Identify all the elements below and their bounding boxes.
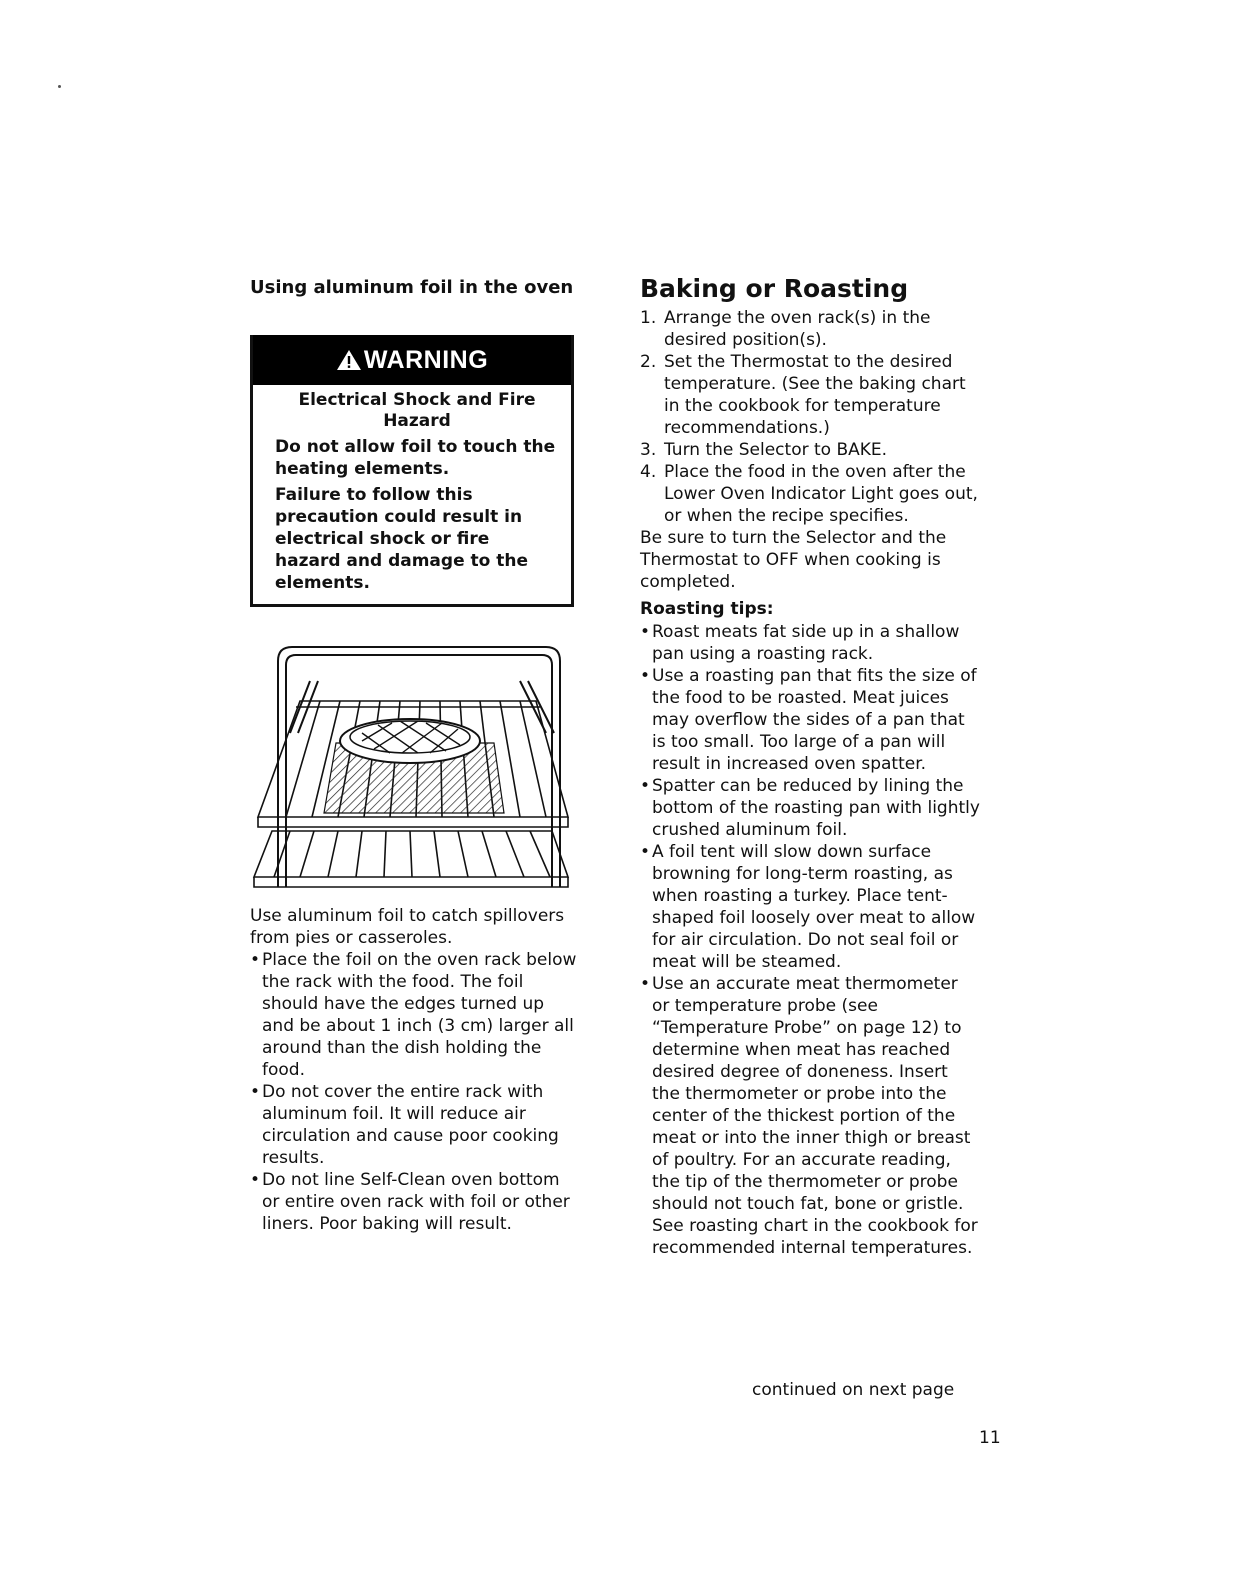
step-text: Arrange the oven rack(s) in the desired position(s). <box>664 308 931 350</box>
bullet-icon: • <box>640 666 651 686</box>
step-number: 4. <box>640 462 657 482</box>
page-title: Baking or Roasting <box>640 274 909 303</box>
list-item-text: Spatter can be reduced by lining the bottom of the roasting pan with lightly crushed aluminum foil. <box>652 776 980 840</box>
list-item-text: Roast meats fat side up in a shallow pan using a roasting rack. <box>652 622 960 664</box>
bullet-icon: • <box>640 622 651 642</box>
warning-box <box>250 335 574 607</box>
list-item-text: Use an accurate meat thermometer or temperature probe (see “Temperature Probe” on page 12) to determine when meat has reached desired degree of doneness. Insert the thermometer or probe into the center of the thickest portion of the meat or into the inner thigh or breast of poultry. For an accurate reading, the tip of the thermometer or probe should not touch fat, bone or gristle. See roasting chart in the cookbook for recommended internal temperatures. <box>652 974 978 1258</box>
step-number: 3. <box>640 440 657 460</box>
scan-speck <box>58 85 61 88</box>
foil-intro: Use aluminum foil to catch spillovers from pies or casseroles. <box>250 906 565 948</box>
list-item <box>640 439 980 461</box>
list-item <box>640 665 980 775</box>
roasting-tips-list <box>640 621 980 1259</box>
list-item <box>640 307 980 351</box>
warning-text: Do not allow foil to touch the heating elements. <box>275 437 556 479</box>
warning-text: Failure to follow this precaution could result in electrical shock or fire hazard and damage to the elements. <box>275 485 528 593</box>
section-heading-foil: Using aluminum foil in the oven <box>250 277 574 298</box>
page-number: 11 <box>979 1428 1001 1448</box>
list-item-text: Place the foil on the oven rack below the rack with the food. The foil should have the edges turned up and be about 1 inch (3 cm) larger all around than the dish holding the food. <box>262 950 577 1080</box>
list-item-text: Do not line Self-Clean oven bottom or entire oven rack with foil or other liners. Poor baking will result. <box>262 1170 570 1234</box>
warning-bar <box>253 335 571 385</box>
baking-steps <box>640 307 980 527</box>
step-number: 2. <box>640 352 657 372</box>
bullet-icon: • <box>640 776 651 796</box>
step-text: Turn the Selector to BAKE. <box>664 440 888 460</box>
list-item-text: A foil tent will slow down surface browning for long-term roasting, as when roasting a turkey. Place tent-shaped foil loosely over meat to allow for air circulation. Do not seal foil or meat will be steamed. <box>652 842 976 972</box>
list-item <box>250 949 580 1081</box>
list-item-text: Do not cover the entire rack with aluminum foil. It will reduce air circulation and cause poor cooking results. <box>262 1082 559 1168</box>
list-item <box>640 973 980 1259</box>
list-item <box>250 1169 580 1235</box>
list-item <box>640 461 980 527</box>
bullet-icon: • <box>640 842 651 862</box>
list-item <box>640 621 980 665</box>
step-text: Set the Thermostat to the desired temperature. (See the baking chart in the cookbook for temperature recommendations.) <box>664 352 966 438</box>
list-item <box>250 1081 580 1169</box>
left-column <box>250 277 580 1235</box>
right-column <box>640 274 980 1259</box>
warning-body <box>253 385 571 604</box>
list-item <box>640 351 980 439</box>
list-item <box>640 841 980 973</box>
list-item <box>640 775 980 841</box>
completion-note: Be sure to turn the Selector and the Thermostat to OFF when cooking is completed. <box>640 528 947 592</box>
warning-label: WARNING <box>363 345 489 374</box>
bullet-icon: • <box>250 1170 261 1190</box>
step-text: Place the food in the oven after the Lower Oven Indicator Light goes out, or when the recipe specifies. <box>664 462 978 526</box>
warning-triangle-icon <box>336 349 362 371</box>
continued-note: continued on next page <box>752 1380 955 1400</box>
step-number: 1. <box>640 308 657 328</box>
bullet-icon: • <box>250 950 261 970</box>
roasting-tips-heading: Roasting tips: <box>640 599 774 619</box>
bullet-icon: • <box>250 1082 261 1102</box>
oven-rack-illustration <box>250 641 574 889</box>
hazard-title: Electrical Shock and Fire Hazard <box>298 390 536 431</box>
foil-bullet-list <box>250 949 580 1235</box>
bullet-icon: • <box>640 974 651 994</box>
list-item-text: Use a roasting pan that fits the size of the food to be roasted. Meat juices may overflow the sides of a pan that is too small. Too large of a pan will result in increased oven spatter. <box>652 666 977 774</box>
